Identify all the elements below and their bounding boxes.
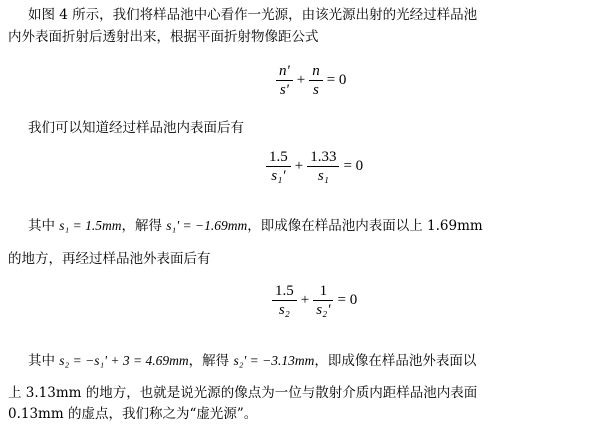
paragraph-4-line-3: 0.13mm 的虚点，我们称之为“虚光源”。 — [8, 406, 258, 422]
plus-sign: + — [296, 72, 306, 88]
formula-general — [276, 62, 350, 99]
fraction-1-over-s2-prime — [313, 282, 333, 319]
text-segment: ，即成像在样品池内表面以上 1.69mm — [247, 218, 483, 234]
text-segment: ，即成像在样品池外表面以 — [314, 353, 477, 369]
denominator: s₁ — [317, 168, 329, 184]
plus-sign: + — [300, 292, 310, 308]
formula-outer-surface — [272, 282, 361, 319]
fraction-1-5-over-s1-prime — [266, 148, 291, 185]
paragraph-1-line-1: 如图 4 所示，我们将样品池中心看作一光源，由该光源出射的光经过样品池 — [28, 7, 478, 23]
math-s1-prime-value: s₁' = −1.69mm — [166, 218, 248, 233]
fraction-1-33-over-s1 — [307, 148, 339, 185]
paragraph-3-line-1 — [28, 217, 483, 235]
denominator: s' — [279, 82, 289, 98]
math-s1-value: s₁ = 1.5mm — [59, 218, 122, 233]
text-segment: ，解得 — [121, 218, 167, 234]
math-s2-value: s₂ = −s₁' + 3 = 4.69mm — [59, 353, 189, 368]
paragraph-4-line-1 — [28, 352, 476, 370]
equals-zero: = 0 — [326, 72, 347, 88]
numerator: 1 — [313, 282, 333, 301]
paragraph-4-line-2: 上 3.13mm 的地方，也就是说光源的像点为一位与散射介质内距样品池内表面 — [8, 385, 478, 401]
math-s2-prime-value: s₂' = −3.13mm — [233, 353, 315, 368]
text-segment: 其中 — [28, 353, 60, 369]
formula-inner-surface — [266, 148, 367, 185]
paragraph-1-line-2: 内外表面折射后透射出来，根据平面折射物像距公式 — [8, 29, 319, 45]
numerator: 1.5 — [272, 282, 297, 301]
denominator: s₁' — [271, 168, 286, 184]
numerator: n — [309, 62, 323, 81]
text-segment: ，解得 — [188, 353, 234, 369]
numerator: 1.5 — [266, 148, 291, 167]
denominator: s — [313, 82, 319, 98]
fraction-n-prime-over-s-prime — [276, 62, 293, 99]
numerator: n' — [276, 62, 293, 81]
paragraph-2: 我们可以知道经过样品池内表面后有 — [28, 120, 244, 136]
equals-zero: = 0 — [343, 158, 364, 174]
denominator: s₂' — [316, 302, 331, 318]
paragraph-3-line-2: 的地方，再经过样品池外表面后有 — [8, 251, 211, 267]
text-segment: 其中 — [28, 218, 60, 234]
equals-zero: = 0 — [337, 292, 358, 308]
fraction-n-over-s — [309, 62, 323, 99]
fraction-1-5-over-s2 — [272, 282, 297, 319]
numerator: 1.33 — [307, 148, 339, 167]
denominator: s₂ — [278, 302, 290, 318]
plus-sign: + — [294, 158, 304, 174]
